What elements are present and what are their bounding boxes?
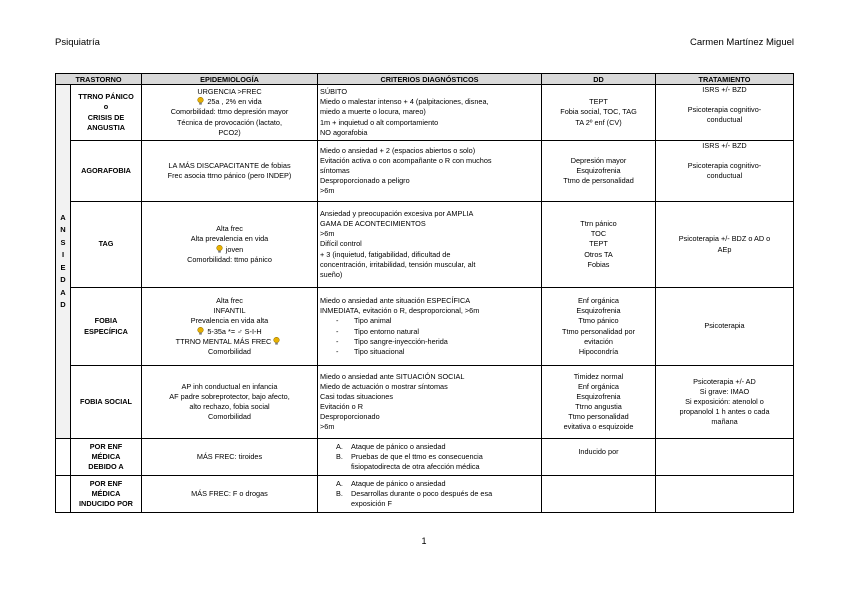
list-item-text: Tipo entorno natural xyxy=(354,326,420,336)
treatment-cell xyxy=(656,85,794,141)
disorder-cell xyxy=(71,476,142,513)
epidemiology-cell xyxy=(142,85,318,141)
list-item xyxy=(336,452,539,462)
cell-line: NO agorafobia xyxy=(320,127,368,137)
col-header-trastorno: TRASTORNO xyxy=(56,74,142,85)
cell-line xyxy=(144,327,315,337)
epidemiology-cell xyxy=(142,476,318,513)
dash-bullet: - xyxy=(336,336,339,346)
cell-line: Hipocondría xyxy=(578,346,619,356)
cell-line: Frec asocia ttrno pánico (pero INDEP) xyxy=(167,171,292,180)
table-row xyxy=(56,288,794,366)
cell-line: alto rechazo, fobia social xyxy=(189,402,270,411)
cell-line: Psicoterapia xyxy=(704,321,745,331)
group-letter: S xyxy=(60,237,66,247)
disorder-cell xyxy=(71,202,142,288)
epidemiology-cell xyxy=(142,366,318,439)
cell-line: Miedo o malestar intenso + 4 (palpitaciones, disnea, xyxy=(320,97,489,107)
table-row xyxy=(56,476,794,513)
cell-line: conductual xyxy=(706,171,743,181)
cell-line: ESPECÍFICA xyxy=(84,326,128,336)
cell-line: TOC xyxy=(590,229,607,239)
cell-line: TTRNO PÁNICO xyxy=(78,92,134,102)
cell-line: INDUCIDO POR xyxy=(79,499,133,509)
criteria-cell xyxy=(318,85,542,141)
dd-cell xyxy=(542,366,656,439)
cell-line: Desproporcionado xyxy=(320,412,380,422)
table-row xyxy=(56,366,794,439)
list-marker: B. xyxy=(336,488,343,498)
col-header-dd: DD xyxy=(542,74,656,85)
table-header-row xyxy=(56,74,794,85)
cell-line: URGENCIA >FREC xyxy=(197,87,262,97)
cell-line: AF padre sobreprotector, bajo afecto, xyxy=(169,391,290,401)
cell-line: MÉDICA xyxy=(91,451,121,461)
list-item xyxy=(336,489,539,499)
epidemiology-cell xyxy=(142,288,318,366)
list-item xyxy=(320,327,539,337)
cell-line: Si exposición: atenolol o xyxy=(685,396,764,406)
cell-line: Psicoterapia +/- AD xyxy=(693,376,756,386)
cell-line: o xyxy=(103,102,109,112)
cell-line-text: TTRNO MENTAL MÁS FREC xyxy=(175,336,272,346)
cell-line: evitación xyxy=(584,336,613,346)
group-letter: I xyxy=(61,250,65,259)
cell-line: >6m xyxy=(320,186,335,196)
cell-line: MÁS FREC: F o drogas xyxy=(191,488,268,498)
cell-line: TA 2º enf (CV) xyxy=(575,117,622,127)
list-marker: B. xyxy=(336,451,343,461)
cell-line: LA MÁS DISCAPACITANTE de fobias xyxy=(168,160,291,170)
cell-line: Ttmo personalidad por xyxy=(561,326,635,336)
cell-line: Fobia social, TOC, TAG xyxy=(560,107,637,117)
cell-line: Miedo o ansiedad ante situación ESPECÍFICA xyxy=(320,296,471,306)
treatment-cell xyxy=(656,288,794,366)
cell-line: Esquizofrenia xyxy=(576,391,621,401)
list-item-text: Tipo animal xyxy=(354,316,392,326)
cell-line: Prevalencia en vida alta xyxy=(190,316,269,326)
criteria-cell xyxy=(318,439,542,476)
dash-bullet: - xyxy=(336,346,339,356)
cell-line: INFANTIL xyxy=(213,306,246,316)
cell-line: POR ENF xyxy=(89,478,123,488)
cell-line: ISRS +/- BZD xyxy=(702,85,747,94)
cell-line: Timidez normal xyxy=(573,371,624,381)
cell-line: ANGUSTIA xyxy=(86,122,126,132)
cell-line: TEPT xyxy=(589,239,608,249)
cell-line: conductual xyxy=(706,115,743,125)
group-label-ansiedad xyxy=(56,85,71,439)
cell-line: Comorbilidad: ttmo depresión mayor xyxy=(170,107,289,117)
cell-line: Ttmo personalidad xyxy=(568,412,629,422)
cell-line: SÚBITO xyxy=(320,87,348,97)
disorder-cell xyxy=(71,366,142,439)
cell-line: Depresión mayor xyxy=(570,155,627,165)
treatment-cell xyxy=(656,366,794,439)
group-letter: E xyxy=(60,262,66,272)
cell-line-text: 5-35a *= ♂ S-I-H xyxy=(207,326,262,336)
cell-line: + 3 (inquietud, fatigabilidad, dificultad de xyxy=(320,249,451,259)
document-header-left: Psiquiatría xyxy=(55,37,100,48)
cell-line: Miedo o ansiedad + 2 (espacios abiertos o solo) xyxy=(320,145,476,155)
dd-cell xyxy=(542,141,656,202)
cell-line: Psicoterapia cognitivo- xyxy=(687,105,762,115)
list-item xyxy=(320,316,539,326)
disorder-cell xyxy=(71,288,142,366)
document-header-right: Carmen Martínez Miguel xyxy=(689,37,794,48)
cell-line: Otros TA xyxy=(584,249,613,259)
cell-line: Ttmo pánico xyxy=(578,316,619,326)
list-item-text: Pruebas de que el ttmo es consecuencia xyxy=(351,451,483,461)
cell-line: sueño) xyxy=(320,269,343,279)
list-item-text: Ataque de pánico o ansiedad xyxy=(351,441,446,451)
list-item xyxy=(336,442,539,452)
treatment-cell xyxy=(656,141,794,202)
cell-line: MÉDICA xyxy=(91,488,121,498)
dd-cell xyxy=(542,476,656,513)
list-item-text: Tipo situacional xyxy=(354,346,405,356)
cell-line: AP inh conductual en infancia xyxy=(181,381,278,391)
list-item-continuation: exposición F xyxy=(351,499,392,509)
treatment-cell xyxy=(656,439,794,476)
dd-cell xyxy=(542,85,656,141)
cell-line: miedo a muerte o locura, mareo) xyxy=(320,107,426,117)
lightbulb-icon xyxy=(273,337,280,345)
criteria-cell xyxy=(318,476,542,513)
cell-line: Fobias xyxy=(587,259,610,269)
list-marker: A. xyxy=(336,478,343,488)
lightbulb-icon xyxy=(216,245,223,253)
list-marker: A. xyxy=(336,441,343,451)
empty-group-cell xyxy=(56,439,71,476)
cell-line: TEPT xyxy=(589,97,608,107)
cell-line: Miedo de actuación o mostrar síntomas xyxy=(320,381,448,391)
cell-line: Comorbilidad xyxy=(208,346,251,356)
cell-line: INMEDIATA, evitación o R, desproporcional, >6m xyxy=(320,306,480,316)
list-item-text: Tipo sangre-inyección-herida xyxy=(354,336,448,346)
cell-line xyxy=(658,95,791,105)
cell-line: Evitación o R xyxy=(320,402,363,411)
disorder-cell xyxy=(71,141,142,202)
list-item xyxy=(336,479,539,489)
cell-line: CRISIS DE xyxy=(87,112,125,122)
cell-line: PCO2) xyxy=(218,127,241,137)
cell-line: ISRS +/- BZD xyxy=(702,141,747,150)
criteria-cell xyxy=(318,141,542,202)
table-row xyxy=(56,141,794,202)
cell-line: Inducido por xyxy=(578,447,619,456)
group-letter: D xyxy=(60,275,66,284)
cell-line xyxy=(144,337,315,347)
dash-bullet: - xyxy=(336,316,339,326)
cell-line: 1m + inquietud o alt comportamiento xyxy=(320,117,439,127)
anxiety-disorders-table xyxy=(55,73,794,513)
table-row xyxy=(56,202,794,288)
cell-line: Comorbilidad: ttmo pánico xyxy=(187,254,272,264)
cell-line: Alta frec xyxy=(216,296,243,306)
col-header-epidemiologia: EPIDEMIOLOGÍA xyxy=(142,74,318,85)
cell-line: Comorbilidad xyxy=(208,412,251,422)
list-item-text: Ataque de pánico o ansiedad xyxy=(351,478,446,488)
cell-line: DEBIDO A xyxy=(88,462,124,472)
treatment-cell xyxy=(656,202,794,288)
criteria-cell xyxy=(318,202,542,288)
treatment-cell xyxy=(656,476,794,513)
dd-cell xyxy=(542,288,656,366)
group-letter: N xyxy=(60,225,66,234)
cell-line xyxy=(144,97,315,107)
col-header-tratamiento: TRATAMIENTO xyxy=(656,74,794,85)
cell-line: Alta frec xyxy=(216,224,243,234)
cell-line: Enf orgánica xyxy=(578,296,619,306)
cell-line: evitativa o esquizoide xyxy=(563,422,634,432)
disorder-cell xyxy=(71,85,142,141)
empty-group-cell xyxy=(56,476,71,513)
list-item-text: Desarrollas durante o poco después de esa xyxy=(351,488,493,498)
lightbulb-icon xyxy=(197,97,204,105)
criteria-cell xyxy=(318,366,542,439)
cell-line: FOBIA SOCIAL xyxy=(79,396,133,406)
table-row xyxy=(56,85,794,141)
lightbulb-icon xyxy=(197,327,204,335)
cell-line: Ttmo de personalidad xyxy=(563,176,634,186)
cell-line xyxy=(144,245,315,255)
list-item-continuation: fisiopatodirecta de otra afección médica xyxy=(351,462,480,472)
cell-line: AGORAFOBIA xyxy=(81,165,131,175)
table-row xyxy=(56,439,794,476)
epidemiology-cell xyxy=(142,202,318,288)
cell-line-text: joven xyxy=(225,244,244,254)
cell-line: propanolol 1 h antes o cada xyxy=(679,407,770,417)
cell-line: síntomas xyxy=(320,165,350,175)
cell-line: >6m xyxy=(320,229,335,239)
group-letter: A xyxy=(60,212,66,222)
epidemiology-cell xyxy=(142,141,318,202)
cell-line: Ttrno angustia xyxy=(575,402,622,411)
cell-line: Psicoterapia +/- BDZ o AD o xyxy=(678,234,771,244)
cell-line: Miedo o ansiedad ante SITUACIÓN SOCIAL xyxy=(320,371,465,381)
cell-line: TAG xyxy=(98,239,114,249)
epidemiology-cell xyxy=(142,439,318,476)
list-item xyxy=(320,347,539,357)
cell-line: Desproporcionado a peligro xyxy=(320,176,410,186)
cell-line: Ansiedad y preocupación excesiva por AMPLIA xyxy=(320,209,474,219)
cell-line xyxy=(658,151,791,161)
cell-line: Técnica de provocación (lactato, xyxy=(176,117,283,127)
dd-cell xyxy=(542,439,656,476)
cell-line: Esquizofrenia xyxy=(576,165,621,175)
cell-line: Si grave: IMAO xyxy=(699,386,750,396)
cell-line: Psicoterapia cognitivo- xyxy=(687,161,762,171)
cell-line: GAMA DE ACONTECIMIENTOS xyxy=(320,219,426,229)
cell-line: AEp xyxy=(717,244,732,254)
cell-line: Esquizofrenia xyxy=(576,306,621,316)
group-letter: D xyxy=(60,300,66,309)
cell-line: >6m xyxy=(320,422,335,432)
cell-line: Alta prevalencia en vida xyxy=(190,234,269,244)
cell-line: Casi todas situaciones xyxy=(320,391,394,401)
cell-line: Difícil control xyxy=(320,239,362,249)
cell-line: FOBIA xyxy=(94,316,118,326)
dash-bullet: - xyxy=(336,326,339,336)
cell-line: Enf orgánica xyxy=(578,381,619,391)
cell-line: Evitación activa o con acompañante o R con muchos xyxy=(320,155,492,165)
page-number: 1 xyxy=(421,536,427,546)
list-item xyxy=(320,337,539,347)
cell-line: Ttrn pánico xyxy=(580,219,617,229)
cell-line-text: 25a , 2% en vida xyxy=(207,97,262,107)
col-header-criterios: CRITERIOS DIAGNÓSTICOS xyxy=(318,74,542,85)
dd-cell xyxy=(542,202,656,288)
cell-line: mañana xyxy=(711,417,738,427)
disorder-cell xyxy=(71,439,142,476)
group-letter: A xyxy=(60,287,66,297)
cell-line: POR ENF xyxy=(89,441,123,451)
cell-line: concentración, irritabilidad, tensión muscular, alt xyxy=(320,259,476,269)
criteria-cell xyxy=(318,288,542,366)
cell-line: MÁS FREC: tiroides xyxy=(196,451,263,461)
